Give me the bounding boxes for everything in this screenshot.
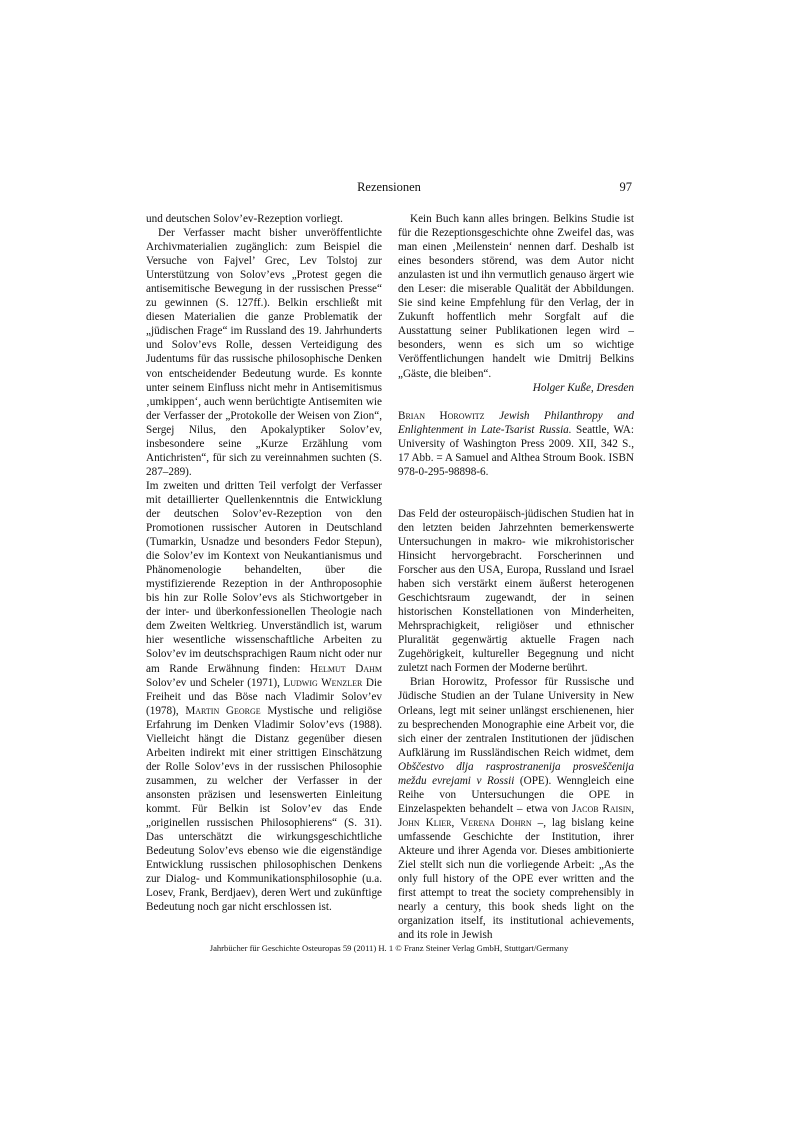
- author-name: Verena Dohrn: [460, 816, 532, 829]
- paragraph-text: Im zweiten und dritten Teil verfolgt der Verfasser mit detaillierter Quellenkenntnis die Entwicklung der deutschen Solov’ev-Rezeption von den Promotionen russischer Autoren in Deutschland (Tumarkin, Usnadze und besonders Fedor Stepun), die Solov’ev im Kontext von Neukantianismus und Phänomenologie behandelten, über die mystifizierende Rezeption in der Anthroposophie bis hin zur Rolle Solov’evs als Stichwortgeber in der inter- und überkonfessionellen Theologie nach dem Zweiten Weltkrieg. Unverständlich ist, warum hier wesentliche wissenschaftliche Arbeiten zu Solov’ev im deutschsprachigen Raum nicht oder nur am Rande Erwähnung finden:: [146, 479, 382, 675]
- page-header: [146, 180, 632, 196]
- institution-title: Obščestvo dlja rasprostranenija prosveščenija meždu evrejami v Rossii: [398, 760, 634, 787]
- author-name: Helmut Dahm: [310, 662, 382, 675]
- author-name: Jacob Raisin: [571, 802, 632, 815]
- left-column: [146, 212, 382, 914]
- paragraph-text: –, lag bislang keine umfassende Geschichte der Institution, ihrer Akteure und ihrer Agenda vor. Dieses ambitionierte Ziel stellt sich nun die vorliegende Arbeit: „As the only full history of the OPE ever written and the first attempt to treat the society comprehensibly in nearly a century, this book sheds light on the organization itself, its institutional achievements, and its role in Jewish: [398, 816, 635, 942]
- paragraph-text: (OPE). Wenngleich eine Reihe von Untersuchungen die OPE in Einzelaspekten behandelt – etwa von: [398, 774, 635, 815]
- running-head: Rezensionen: [357, 180, 421, 194]
- paragraph-reception-history: [146, 479, 382, 914]
- author-name: Ludwig Wenzler: [283, 676, 363, 689]
- bibliographic-entry: [398, 409, 634, 479]
- right-column: [398, 212, 634, 942]
- bib-title: Jewish Philanthropy and Enlightenment in Late-Tsarist Russia.: [398, 409, 634, 436]
- bib-author: Brian Horowitz: [398, 409, 485, 422]
- paragraph-horowitz: Brian Horowitz, Professor für Russische und Jüdische Studien an der Tulane University in New Orleans, legt mit seiner unlängst erschienenen, hier zu besprechenden Monographie eine Arbeit vor, die sich einer der zentralen Institutionen der jüdischen Aufklärung im Russländischen Reich widmet, dem Obščestvo dlja rasprostranenija prosveščenija meždu evrejami v Rossii (OPE). Wenngleich eine Reihe von Untersuchungen die OPE in Einzelaspekten behandelt – etwa von Jacob Raisin, John Klier, Verena Dohrn –, lag bislang keine umfassende Geschichte der Institution, ihrer Akteure und ihrer Agenda vor. Dieses ambitionierte Ziel stellt sich nun die vorliegende Arbeit: „As the only full history of the OPE ever written and the first attempt to treat the society comprehensibly in nearly a century, this book sheds light on the organization itself, its institutional achievements, and its role in Jewish: [398, 676, 635, 942]
- page-footer: Jahrbücher für Geschichte Osteuropas 59 (2011) H. 1 © Franz Steiner Verlag GmbH, Stuttgart/Germany: [209, 943, 569, 953]
- paragraph-conclusion: Kein Buch kann alles bringen. Belkins Studie ist für die Rezeptionsgeschichte ohne Zweifel das, was man einen ‚Meilenstein‘ nennen darf. Deshalb ist eines besonders störend, was dem Autor nicht anzulasten ist und ihn vermutlich genauso ärgert wie den Leser: die miserable Qualität der Abbildungen. Sie sind keine Empfehlung für den Verlag, der in Zukunft hoffentlich mehr Sorgfalt auf die Ausstattung seiner Publikationen legen wird – besonders, wenn es sich um so wichtige Veröffentlichungen handelt wie Dmitrij Belkins „Gäste, die bleiben“.: [398, 213, 634, 380]
- paragraph-continuation: und deutschen Solov’ev-Rezeption vorliegt.: [146, 213, 343, 225]
- paragraph-text: Solov’ev und Scheler (1971),: [146, 676, 280, 689]
- bib-details: Seattle, WA: University of Washington Press 2009. XII, 342 S., 17 Abb. = A Samuel and Althea Stroum Book. ISBN 978-0-295-98898-6.: [398, 423, 634, 478]
- paragraph-text: Mystische und religiöse Erfahrung im Denken Vladimir Solov’evs (1988). Vielleicht hängt die Distanz gegenüber diesen Arbeiten indirekt mit einer strittigen Einschätzung der Rolle Solov’evs in der russischen Philosophie zusammen, zu welcher der Verfasser in der ansonsten präzisen und lesenswerten Einleitung kommt. Für Belkin ist Solov’ev das Ende „originellen russischen Philosophierens“ (S. 31). Das unterschätzt die wirkungsgeschichtliche Bedeutung Solov’evs ebenso wie die eigenständige Entwicklung russischen philosophischen Denkens zur Dialog- und Kommunikationsphilosophie (u.a. Losev, Frank, Berdjaev), deren Wert und zukünftige Bedeutung noch gar nicht erschlossen ist.: [146, 704, 383, 914]
- paragraph-text: Brian Horowitz, Professor für Russische und Jüdische Studien an der Tulane University in New Orleans, legt mit seiner unlängst erschienenen, hier zu besprechenden Monographie eine Arbeit vor, die sich einer der zentralen Institutionen der jüdischen Aufklärung im Russländischen Reich widmet, dem: [398, 676, 634, 759]
- review-signature: Holger Kuße, Dresden: [532, 381, 634, 394]
- author-name: John Klier: [398, 816, 452, 829]
- paragraph-text: Die Freiheit und das Böse nach Vladimir Solov’ev (1978),: [146, 676, 382, 717]
- author-name: Martin George: [185, 704, 261, 717]
- page-number: 97: [619, 180, 632, 194]
- paragraph-archive-materials: Der Verfasser macht bisher unveröffentlichte Archivmaterialien zugänglich: zum Beispiel die Versuche von Fajvel’ Grec, Lev Tolstoj zur Unterstützung von Solov’evs „Protest gegen die antisemitische Bewegung in der russischen Presse“ zu gewinnen (S. 127ff.). Belkin erschließt mit diesen Materialien die ganze Problematik der „jüdischen Frage“ im Russland des 19. Jahrhunderts und Solov’evs Rolle, dessen Verteidigung des Judentums für das russische philosophische Denken von entscheidender Bedeutung wurde. Es konnte unter seinem Einfluss nicht mehr in Antisemitismus ‚umkippen‘, auch wenn berüchtigte Antisemiten wie der Verfasser der „Protokolle der Weisen von Zion“, Sergej Nilus, den Apokalyptiker Solov’ev, insbesondere seine „Kurze Erzählung vom Antichristen“, für sich zu vereinnahmen suchten (S. 287–289).: [146, 227, 382, 478]
- paragraph-field-overview: Das Feld der osteuropäisch-jüdischen Studien hat in den letzten beiden Jahrzehnten bemerkenswerte Untersuchungen in makro- wie mikrohistorischer Hinsicht hervorgebracht. Forscherinnen und Forscher aus den USA, Europa, Russland und Israel haben sich verstärkt einem äußerst heterogenen Geschichtsraum zugewandt, der in seinen historischen Konstellationen von Minderheiten, Mehrsprachigkeit, religiöser und ethnischer Pluralität gegenwärtig aktuelle Fragen nach Zugehörigkeit, kultureller Begegnung und nicht zuletzt nach Formen der Moderne berührt.: [398, 507, 634, 675]
